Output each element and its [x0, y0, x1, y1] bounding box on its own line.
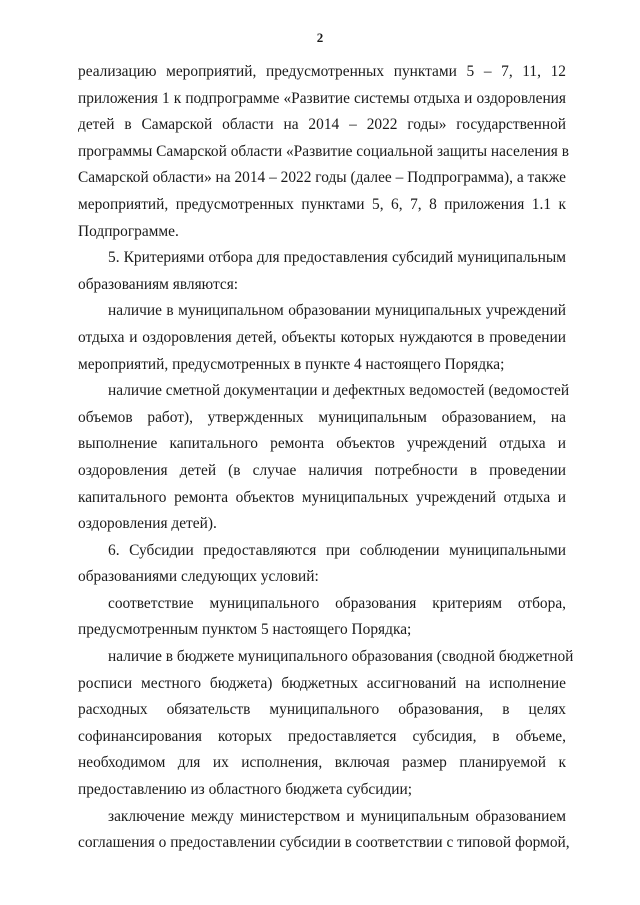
paragraph-p2: [78, 245, 566, 298]
text-line: оздоровления детей (в случае наличия потребности в проведении: [78, 461, 566, 479]
paragraph-p7: [78, 644, 574, 804]
text-line: выполнение капитального ремонта объектов учреждений отдыха и: [78, 435, 566, 453]
text-line: реализацию мероприятий, предусмотренных пунктами 5 – 7, 11, 12: [78, 63, 566, 80]
text-line: Подпрограмме.: [78, 222, 179, 240]
text-line: детей в Самарской области на 2014 – 2022 годы» государственной: [78, 116, 566, 134]
text-line: росписи местного бюджета) бюджетных ассигнований на исполнение: [78, 674, 566, 692]
text-line: заключение между министерством и муниципальным образованием: [108, 807, 566, 825]
text-line: расходных обязательств муниципального образования, в целях: [78, 701, 566, 719]
paragraph-p5: [78, 538, 566, 591]
text-line: образованиям являются:: [78, 275, 239, 293]
text-line: мероприятий, предусмотренных в пункте 4 настоящего Порядка;: [78, 355, 505, 373]
text-line: 6. Субсидии предоставляются при соблюдении муниципальными: [108, 541, 566, 559]
text-line: наличие сметной документации и дефектных ведомостей (ведомостей: [108, 382, 570, 400]
text-line: оздоровления детей).: [78, 515, 217, 533]
document-body: [78, 59, 574, 857]
text-line: предоставлению из областного бюджета субсидии;: [78, 781, 413, 799]
text-line: софинансирования которых предоставляется субсидия, в объеме,: [78, 727, 566, 745]
text-line: приложения 1 к подпрограмме «Развитие системы отдыха и оздоровления: [78, 89, 566, 107]
text-line: наличие в муниципальном образовании муниципальных учреждений: [108, 302, 566, 320]
text-line: соответствие муниципального образования критериям отбора,: [108, 594, 566, 612]
text-line: отдыха и оздоровления детей, объекты которых нуждаются в проведении: [78, 328, 566, 346]
text-line: 5. Критериями отбора для предоставления субсидий муниципальным: [108, 249, 566, 267]
page-number: 2: [316, 30, 324, 45]
text-line: образованиями следующих условий:: [78, 568, 319, 586]
paragraph-p6: [78, 591, 566, 644]
text-line: наличие в бюджете муниципального образования (сводной бюджетной: [108, 648, 574, 666]
text-line: капитального ремонта объектов муниципальных учреждений отдыха и: [78, 488, 566, 506]
text-line: мероприятий, предусмотренных пунктами 5, 6, 7, 8 приложения 1.1 к: [78, 195, 566, 213]
paragraph-p4: [78, 378, 570, 538]
paragraph-p8: [78, 804, 570, 857]
text-line: необходимом для их исполнения, включая размер планируемой к: [78, 754, 566, 772]
paragraph-p1: [78, 59, 569, 245]
paragraph-p3: [78, 298, 566, 378]
text-line: соглашения о предоставлении субсидии в соответствии с типовой формой,: [78, 834, 570, 852]
text-line: программы Самарской области «Развитие социальной защиты населения в: [78, 142, 569, 160]
text-line: предусмотренным пунктом 5 настоящего Порядка;: [78, 621, 412, 639]
text-line: объемов работ), утвержденных муниципальным образованием, на: [78, 408, 566, 426]
text-line: Самарской области» на 2014 – 2022 годы (далее – Подпрограмма), а также: [78, 169, 566, 187]
